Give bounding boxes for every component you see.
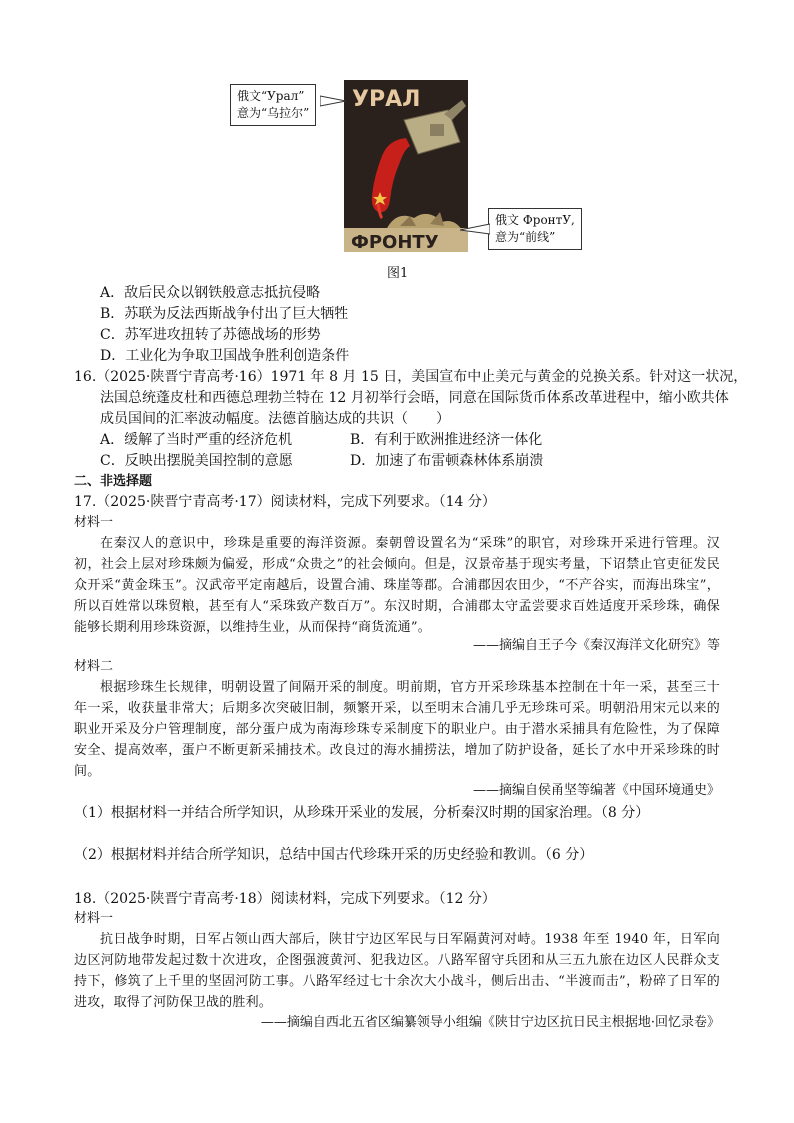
q17-material2-label: 材料二 [74,659,114,674]
callout-ural-line1: 俄文“Урал” [237,89,305,103]
q16-option-b: B．有利于欧洲推进经济一体化 [350,432,543,448]
q16-stem-line1: 16.（2025·陕晋宁青高考·16）1971 年 8 月 15 日，美国宣布中止美元与黄金的兑换关系。针对这一状况， [74,369,748,385]
q16-option-a: A．缓解了当时严重的经济危机 [100,432,293,448]
section-2-title: 二、非选择题 [74,474,153,489]
q17-material1-source: ——摘编自王子今《秦汉海洋文化研究》等 [472,638,720,653]
q17-stem: 17.（2025·陕晋宁青高考·17）阅读材料，完成下列要求。（14 分） [74,494,496,510]
q18-material1-label: 材料一 [74,911,114,926]
q15-option-a: A．敌后民众以钢铁般意志抵抗侵略 [100,285,321,301]
callout-ural [230,84,316,126]
callout-front-line2: 意为“前线” [495,230,556,244]
q17-material1-label: 材料一 [74,515,114,530]
q15-option-b: B．苏联为反法西斯战争付出了巨大牺牲 [100,306,349,322]
figure-caption: 图1 [387,266,409,281]
callout-front-line1: 俄文 ФронтУ, [495,213,575,227]
q18-stem: 18.（2025·陕晋宁青高考·18）阅读材料，完成下列要求。（12 分） [74,891,496,907]
q18-material1-source: ——摘编自西北五省区编纂领导小组编《陕甘宁边区抗日民主根据地·回忆录卷》 [260,1015,720,1030]
q17-material2-source: ——摘编自侯甬坚等编著《中国环境通史》 [472,783,720,798]
callout-front-pointer [460,222,490,236]
q17-requirement-1: （1）根据材料一并结合所学知识，从珍珠开采业的发展，分析秦汉时期的国家治理。（8 分） [74,805,650,821]
poster-bottom-word: ФРОНТУ [351,232,439,252]
q16-stem-line2: 法国总统蓬皮杜和西德总理勃兰特在 12 月初举行会晤，同意在国际货币体系改革进程中，缩小欧共体 [100,390,729,406]
poster-top-word: УРАЛ [352,87,421,112]
q16-option-d: D．加速了布雷顿森林体系崩溃 [350,453,544,469]
q15-option-c: C．苏军进攻扭转了苏德战场的形势 [100,327,321,343]
poster-illustration [344,80,468,252]
callout-ural-pointer [320,94,346,108]
q17-material1-text: 在秦汉人的意识中，珍珠是重要的海洋资源。秦朝曾设置名为“采珠”的职官，对珍珠开采进行管理。汉初，社会上层对珍珠颇为偏爱，形成“众贵之”的社会倾向。但是，汉景帝基于现实考量，下诏禁止官吏征发民众开采“黄金珠玉”。汉武帝平定南越后，设置合浦、珠崖等郡。合浦郡因农田少，“不产谷实，而海出珠宝”，所以百姓常以珠贸粮，甚至有人“采珠致产数百万”。东汉时期，合浦郡太守孟尝要求百姓适度开采珍珠，确保能够长期利用珍珠资源，以维持生业，从而保持“商货流通”。 [74,536,720,635]
callout-front [488,208,582,250]
q15-option-d: D．工业化为争取卫国战争胜利创造条件 [100,348,350,364]
q18-material1-text: 抗日战争时期，日军占领山西大部后，陕甘宁边区军民与日军隔黄河对峙。1938 年至 1940 年，日军向边区河防地带发起过数十次进攻，企图强渡黄河、犯我边区。八路军留守兵团和从三五九旅在边区人民群众支持下，修筑了上千里的坚固河防工事。八路军经过七十余次大小战斗，侧后出击、“半渡而击”，粉碎了日军的进攻，取得了河防保卫战的胜利。 [74,932,720,1010]
q17-material2-text: 根据珍珠生长规律，明朝设置了间隔开采的制度。明前期，官方开采珍珠基本控制在十年一采，甚至三十年一采，收获量非常大；后期多次突破旧制，频繁开采，以至明末合浦几乎无珍珠可采。明朝沿用宋元以来的职业开采及分户管理制度，部分蛋户成为南海珍珠专采制度下的职业户。由于潜水采捕具有危险性，为了保障安全、提高效率，蛋户不断更新采捕技术。改良过的海水捕捞法，增加了防护设备，延长了水中开采珍珠的时间。 [74,680,720,779]
callout-ural-line2: 意为“乌拉尔” [237,106,310,120]
q17-requirement-2: （2）根据材料并结合所学知识，总结中国古代珍珠开采的历史经验和教训。（6 分） [74,847,594,863]
q16-stem-line3: 成员国间的汇率波动幅度。法德首脑达成的共识（ ） [100,411,450,427]
ural-poster-image [344,80,468,252]
q16-option-c: C．反映出摆脱美国控制的意愿 [100,453,293,469]
